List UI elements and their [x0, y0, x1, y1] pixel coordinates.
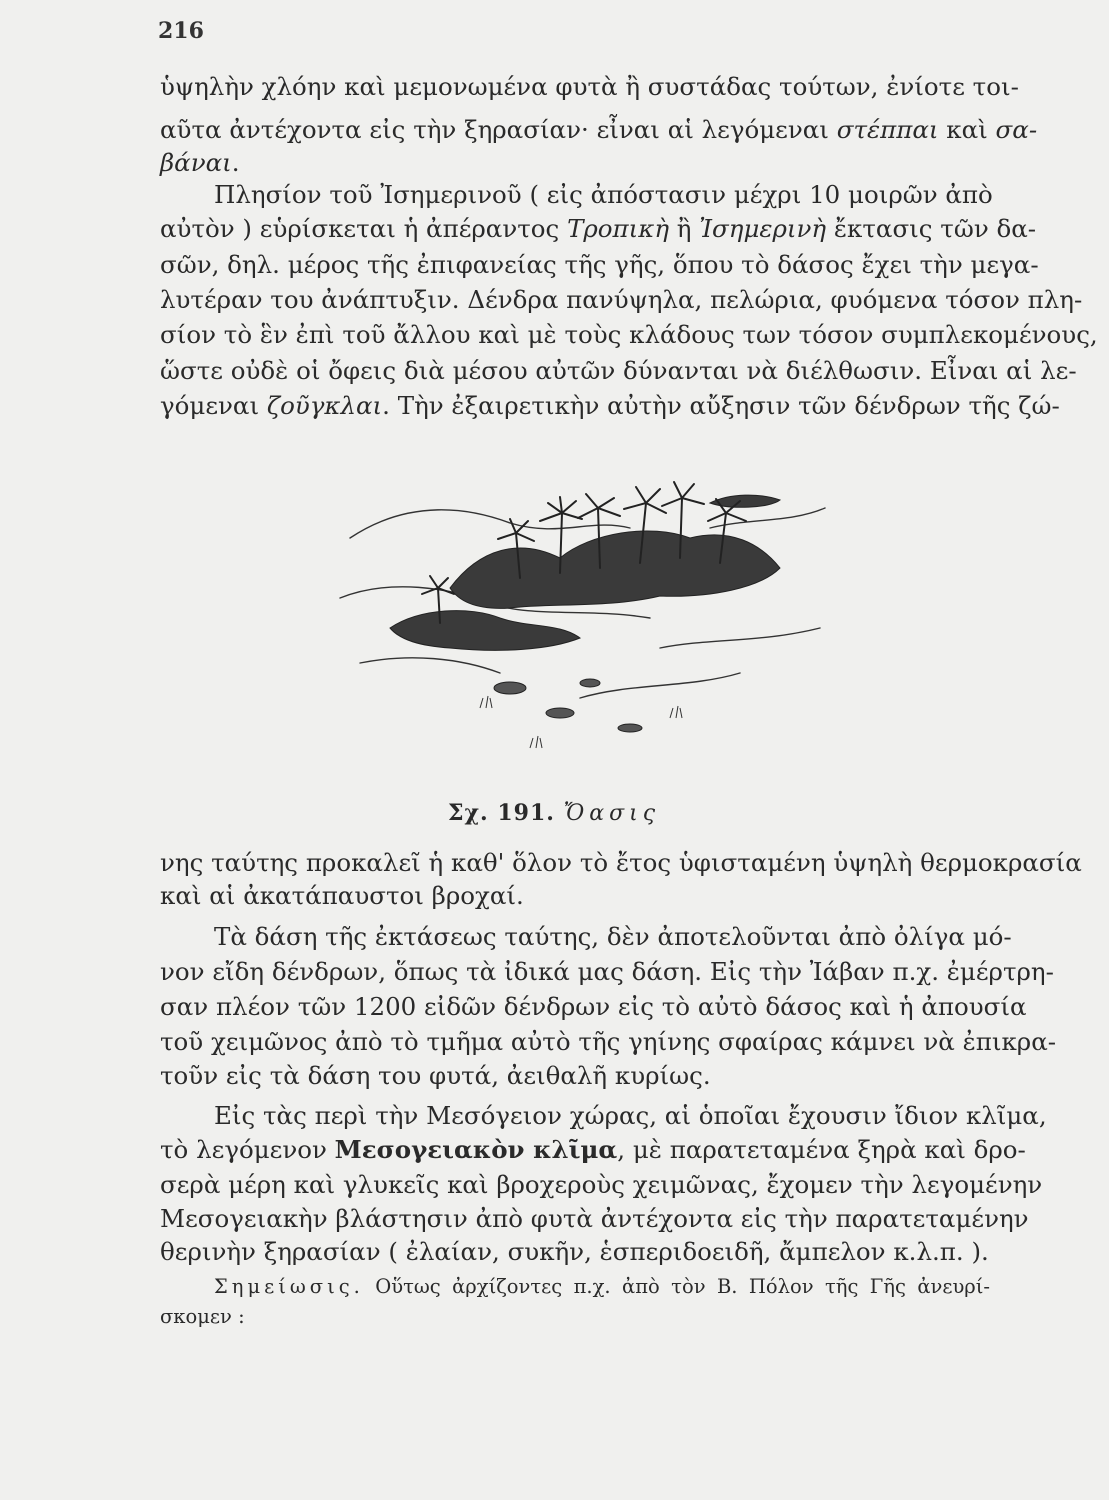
caption-label: Σχ. 191.: [448, 800, 555, 826]
text-line: ὑψηλὴν χλόην καὶ μεμονωμένα φυτὰ ἢ συστάδας τούτων, ἐνίοτε τοι-: [160, 72, 1019, 101]
page-number: 216: [158, 18, 204, 44]
text-line: Εἰς τὰς περὶ τὴν Μεσόγειον χώρας, αἱ ὁποῖαι ἔχουσιν ἴδιον κλῖμα,: [214, 1101, 1047, 1130]
text-line: τοῦν εἰς τὰ δάση του φυτά, ἀειθαλῆ κυρίως.: [160, 1061, 711, 1090]
emphasis-savanna: σα-: [995, 115, 1038, 144]
text-line: τοῦ χειμῶνος ἀπὸ τὸ τμῆμα αὐτὸ τῆς γηίνης σφαίρας κάμνει νὰ ἐπικρα-: [160, 1027, 1057, 1056]
text-line: σαν πλέον τῶν 1200 εἰδῶν δένδρων εἰς τὸ αὐτὸ δάσος καὶ ἡ ἀπουσία: [160, 992, 1027, 1021]
note-line: [214, 1272, 990, 1302]
figure-caption: [448, 800, 660, 826]
emphasis-savanna-end: βάναι: [160, 148, 232, 177]
text-line: Μεσογειακὴν βλάστησιν ἀπὸ φυτὰ ἀντέχοντα εἰς τὴν παρατεταμένην: [160, 1204, 1029, 1233]
text-line: αῦτα ἀντέχοντα εἰς τὴν ξηρασίαν· εἶναι αἱ λεγόμεναι στέππαι καὶ σα-: [160, 115, 1038, 144]
oasis-illustration: [330, 478, 830, 768]
emphasis-steppes: στέππαι: [836, 115, 939, 144]
text-line: ὥστε οὐδὲ οἱ ὄφεις διὰ μέσου αὐτῶν δύνανται νὰ διέλθωσιν. Εἶναι αἱ λε-: [160, 356, 1077, 385]
text-line: σερὰ μέρη καὶ γλυκεῖς καὶ βροχεροὺς χειμῶνας, ἔχομεν τὴν λεγομένην: [160, 1170, 1043, 1199]
text-line: σίον τὸ ἓν ἐπὶ τοῦ ἄλλου καὶ μὲ τοὺς κλάδους των τόσον συμπλεκομένους,: [160, 320, 1098, 349]
text-line: Τὰ δάση τῆς ἐκτάσεως ταύτης, δὲν ἀποτελοῦνται ἀπὸ ὀλίγα μό-: [214, 922, 1012, 951]
note-line: σκομεν :: [160, 1305, 245, 1328]
text-line: νης ταύτης προκαλεῖ ἡ καθ' ὅλον τὸ ἔτος ὑφισταμένη ὑψηλὴ θερμοκρασία: [160, 848, 1082, 877]
text-line: νον εἴδη δένδρων, ὅπως τὰ ἰδικά μας δάση. Εἰς τὴν Ἰάβαν π.χ. ἐμέρτρη-: [160, 957, 1054, 986]
text-line: γόμεναι ζοῦγκλαι. Τὴν ἐξαιρετικὴν αὐτὴν αὔξησιν τῶν δένδρων τῆς ζώ-: [160, 391, 1060, 420]
note-label: Σημείωσις.: [214, 1275, 364, 1298]
caption-title: Ὄασις: [563, 801, 661, 826]
text-line: αὐτὸν ) εὑρίσκεται ἡ ἀπέραντος Τροπικὴ ἢ Ἰσημερινὴ ἔκτασις τῶν δα-: [160, 214, 1037, 243]
text-line: Πλησίον τοῦ Ἰσημερινοῦ ( εἰς ἀπόστασιν μέχρι 10 μοιρῶν ἀπὸ: [214, 180, 993, 209]
emphasis-tropical: Τροπικὴ: [567, 214, 670, 243]
emphasis-mediterranean-climate: Μεσογειακὸν κλῖμα: [334, 1135, 618, 1164]
text-line: βάναι.: [160, 148, 240, 177]
text-line: σῶν, δηλ. μέρος τῆς ἐπιφανείας τῆς γῆς, ὅπου τὸ δάσος ἔχει τὴν μεγα-: [160, 250, 1039, 279]
text-line: καὶ αἱ ἀκατάπαυστοι βροχαί.: [160, 881, 524, 910]
text-line: τὸ λεγόμενον Μεσογειακὸν κλῖμα, μὲ παρατεταμένα ξηρὰ καὶ δρο-: [160, 1135, 1026, 1164]
emphasis-jungles: ζοῦγκλαι: [266, 391, 383, 420]
text-line: θερινὴν ξηρασίαν ( ἐλαίαν, συκῆν, ἑσπεριδοειδῆ, ἄμπελον κ.λ.π. ).: [160, 1237, 989, 1266]
emphasis-equatorial: Ἰσημερινὴ: [699, 214, 827, 243]
note-text: Οὕτως ἀρχίζοντες π.χ. ἀπὸ τὸν Β. Πόλον τῆς Γῆς ἀνευρί-: [375, 1275, 990, 1298]
text-line: λυτέραν του ἀνάπτυξιν. Δένδρα πανύψηλα, πελώρια, φυόμενα τόσον πλη-: [160, 285, 1083, 314]
